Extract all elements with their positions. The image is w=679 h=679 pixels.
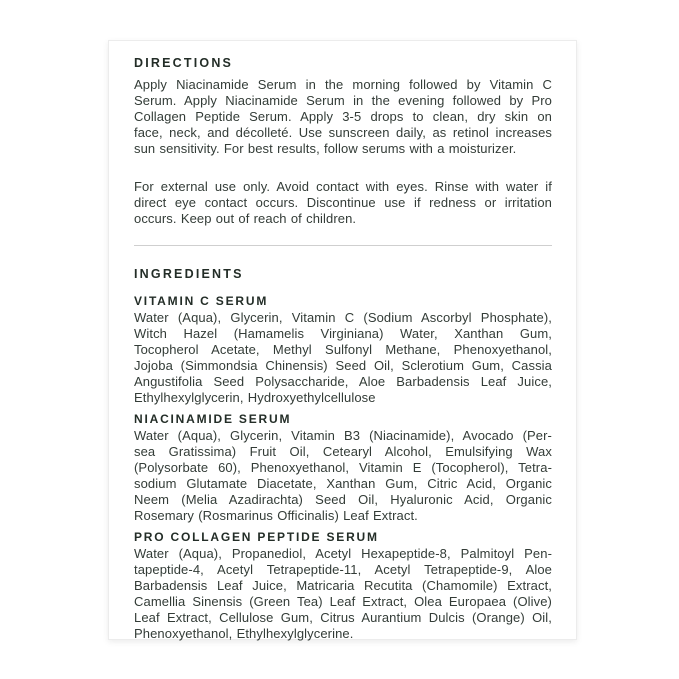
text-line: Witch Hazel (Hamamelis Virginiana) Water, Xanthan Gum, — [134, 326, 552, 341]
niacinamide-serum-ingredient-list — [134, 428, 552, 524]
vitamin-c-serum-title: VITAMIN C SERUM — [134, 294, 269, 308]
text-line: Leaf Extract, Cellulose Gum, Citrus Aurantium Dulcis (Orange) Oil, — [134, 610, 552, 625]
text-line: Apply Niacinamide Serum in the morning followed by Vitamin C — [134, 77, 552, 92]
text-line: Camellia Sinensis (Green Tea) Leaf Extract, Olea Europaea (Olive) — [134, 594, 552, 609]
text-line: Serum. Apply Niacinamide Serum in the evening followed by Pro — [134, 93, 552, 108]
directions-warning-paragraph — [134, 179, 552, 227]
text-line: direct eye contact occurs. Discontinue use if redness or irritation — [134, 195, 552, 210]
text-line: sun sensitivity. For best results, follow serums with a moisturizer. — [134, 141, 517, 156]
text-line: Water (Aqua), Glycerin, Vitamin B3 (Niacinamide), Avocado (Per- — [134, 428, 552, 443]
ingredient-section-vitamin-c — [134, 294, 552, 406]
pro-collagen-peptide-serum-ingredient-list — [134, 546, 552, 642]
text-line: Neem (Melia Azadirachta) Seed Oil, Hyaluronic Acid, Organic — [134, 492, 552, 507]
section-divider — [134, 245, 552, 246]
text-line: Water (Aqua), Propanediol, Acetyl Hexapeptide-8, Palmitoyl Pen- — [134, 546, 552, 561]
directions-usage-paragraph — [134, 77, 552, 157]
text-line: Water (Aqua), Glycerin, Vitamin C (Sodium Ascorbyl Phosphate), — [134, 310, 552, 325]
niacinamide-serum-title: NIACINAMIDE SERUM — [134, 412, 292, 426]
text-line: Jojoba (Simmondsia Chinensis) Seed Oil, Sclerotium Gum, Cassia — [134, 358, 552, 373]
text-line: Rosemary (Rosmarinus Officinalis) Leaf Extract. — [134, 508, 418, 523]
text-line: Angustifolia Seed Polysaccharide, Aloe Barbadensis Leaf Juice, — [134, 374, 552, 389]
text-line: Phenoxyethanol, Ethylhexylglycerine. — [134, 626, 354, 641]
text-line: Ethylhexylglycerin, Hydroxyethylcellulose — [134, 390, 376, 405]
vitamin-c-serum-ingredient-list — [134, 310, 552, 406]
ingredient-section-pro-collagen — [134, 530, 552, 642]
text-line: tapeptide-4, Acetyl Tetrapeptide-11, Acetyl Tetrapeptide-9, Aloe — [134, 562, 552, 577]
text-line: face, neck, and décolleté. Use sunscreen daily, as retinol increases — [134, 125, 552, 140]
text-line: (Polysorbate 60), Phenoxyethanol, Vitamin E (Tocopherol), Tetra- — [134, 460, 552, 475]
ingredient-section-niacinamide — [134, 412, 552, 524]
text-line: Tocopherol Acetate, Methyl Sulfonyl Methane, Phenoxyethanol, — [134, 342, 552, 357]
text-line: For external use only. Avoid contact with eyes. Rinse with water if — [134, 179, 552, 194]
text-line: sea Gratissima) Fruit Oil, Cetearyl Alcohol, Emulsifying Wax — [134, 444, 552, 459]
directions-heading: DIRECTIONS — [134, 56, 234, 70]
text-line: occurs. Keep out of reach of children. — [134, 211, 357, 226]
text-line: Barbadensis Leaf Juice, Matricaria Recutita (Chamomile) Extract, — [134, 578, 552, 593]
text-line: sodium Glutamate Diacetate, Xanthan Gum, Citric Acid, Organic — [134, 476, 552, 491]
pro-collagen-peptide-serum-title: PRO COLLAGEN PEPTIDE SERUM — [134, 530, 379, 544]
ingredients-heading: INGREDIENTS — [134, 267, 244, 281]
product-label-card — [108, 40, 577, 640]
text-line: Collagen Peptide Serum. Apply 3-5 drops to clean, dry skin on — [134, 109, 552, 124]
